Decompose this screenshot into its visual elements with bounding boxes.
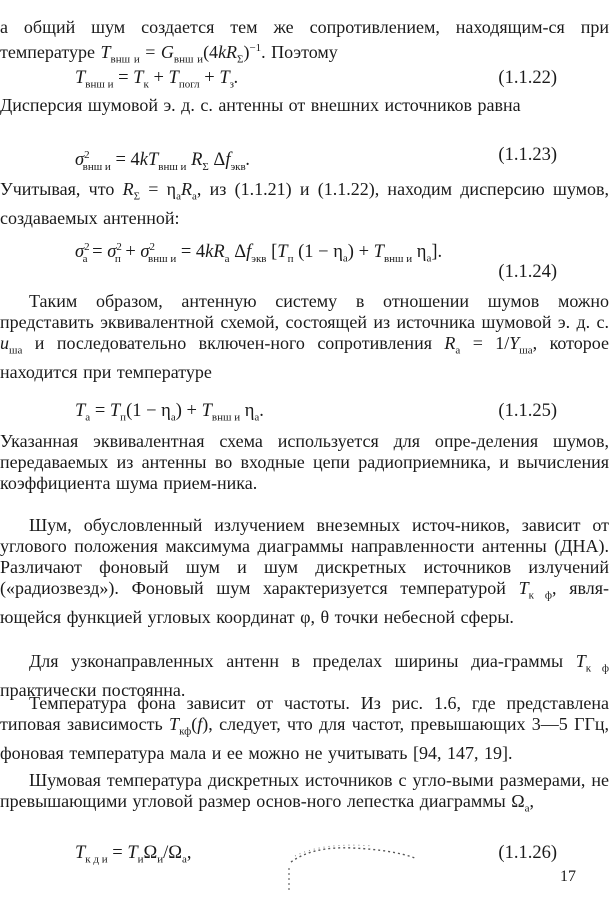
paragraph-5-text: Шум, обусловленный излучением внеземных источ-ников, зависит от углового положения максимума диаграммы направленности антенны (ДНА). Различают фоновый шум и шум дискретных источников излучений («радиозвезд»). Фоновый шум характеризуется температурой: [0, 515, 609, 598]
paragraph-considering-end: , из (1.1.21) и (1.1.22), находим дисперсию шумов, создаваемых антенной:: [0, 179, 609, 228]
equation-1-1-25-formula: $T_а = T_п(1 - \eta_а) + T_{внш и}$ $\eta_а$.: [75, 401, 264, 424]
paragraph-3-mid: и последовательно включен-ного сопротивления: [34, 333, 432, 353]
equation-1-1-23-formula: $\sigma^2_{внш и} = 4kT_{внш и}$ $R_\Sigma$ $\Delta f_{экв}$.: [75, 149, 251, 173]
page-number: 17: [560, 868, 576, 885]
equation-number: (1.1.25): [498, 401, 557, 421]
equation-number: (1.1.24): [498, 262, 557, 282]
equation-1-1-22-formula: $T_{внш и} = T_к + T_{погл} + T_з$.: [75, 68, 239, 91]
paragraph-3-end: , которое находится при температуре: [0, 333, 609, 382]
equation-1-1-24: [0, 236, 609, 284]
paragraph-considering: Учитывая, что $R_\Sigma = \eta_аR_а$, из (1.1.21) и (1.1.22), находим дисперсию шумов, создаваемых антенной:: [0, 179, 609, 228]
equation-1-1-26-formula: $T_{к д и} = T_и\Omega_и/\Omega_а$,: [75, 843, 192, 866]
paragraph-3: Таким образом, антенную систему в отношении шумов можно представить эквивалентной схемой, состоящей из источника шумовой э. д. с. $u_{ша}$ и последовательно включен-ного сопротивления $R_а = 1/Y_{ша}$, которое находится при температуре: [0, 291, 609, 382]
paragraph-2-text: Дисперсия шумовой э. д. с. антенны от внешних источников равна: [0, 95, 521, 115]
paragraph-7-text: Температура фона зависит от частоты. Из рис. 1.6, где представлена типовая зависимость: [0, 693, 609, 734]
paragraph-7-mid: , следует, что для частот, превышающих 3—5 ГГц, фоновая температура мала и ее можно не учитывать [94, 147, 19].: [0, 714, 609, 763]
equation-number: (1.1.26): [498, 843, 557, 863]
paragraph-8-text: Шумовая температура дискретных источников с угло-выми размерами, не превышающими угловой размер основ-ного лепестка диаграммы: [0, 770, 609, 811]
equation-1-1-24-formula: $\sigma^2_а = \sigma^2_п + \sigma^2_{внш и} = 4kR_а$ $\Delta f_{экв}$ [$T_п$ $(1 - \eta_а) + T_{внш и}$ $\eta_а$].: [75, 241, 443, 265]
equation-number: (1.1.23): [498, 145, 557, 165]
paragraph-2: [0, 95, 609, 116]
paragraph-6: Для узконаправленных антенн в пределах ширины диа-граммы $T_{к ф}$ практически постоянна.: [0, 651, 609, 700]
paragraph-7: Температура фона зависит от частоты. Из рис. 1.6, где представлена типовая зависимость $T_{кф}(f)$, следует, что для частот, превышающих 3—5 ГГц, фоновая температура мала и ее можно не учитывать [94, 147, 19].: [0, 693, 609, 763]
paragraph-1-text: а общий шум создается тем же сопротивлением, находящим-ся при температуре: [0, 17, 609, 62]
paragraph-considering-start: Учитывая, что: [0, 179, 115, 199]
paragraph-1: а общий шум создается тем же сопротивлением, находящим-ся при температуре $T_{внш и} = G_{внш и}(4kR_\Sigma)^{-1}$. Поэтому: [0, 17, 609, 66]
paragraph-8: Шумовая температура дискретных источников с угло-выми размерами, не превышающими угловой размер основ-ного лепестка диаграммы $\Omega_а$,: [0, 770, 609, 815]
paragraph-3-text: Таким образом, антенную систему в отношении шумов можно представить эквивалентной схемой, состоящей из источника шумовой э. д. с.: [0, 291, 609, 332]
equation-number: (1.1.22): [498, 68, 557, 88]
paragraph-6-end: практически постоянна.: [0, 679, 186, 700]
paragraph-8-end: ,: [529, 791, 535, 811]
paragraph-6-text: Для узконаправленных антенн в пределах ширины диа-граммы: [29, 651, 564, 671]
scan-smudge: [283, 838, 423, 896]
paragraph-4: [0, 431, 609, 494]
paragraph-5: Шум, обусловленный излучением внеземных источ-ников, зависит от углового положения максимума диаграммы направленности антенны (ДНА). Различают фоновый шум и шум дискретных источников излучений («радиозвезд»). Фоновый шум характеризуется температурой $T_{к ф}$, явля-ющейся функцией угловых координат φ, θ точки небесной сферы.: [0, 515, 609, 627]
paragraph-4-text: Указанная эквивалентная схема используется для опре-деления шумов, передаваемых из антенны во входные цепи радиоприемника, и вычисления коэффициента шума прием-ника.: [0, 431, 609, 493]
paragraph-1-end: . Поэтому: [261, 42, 338, 62]
paragraph-5-end: , явля-ющейся функцией угловых координат φ, θ точки небесной сферы.: [0, 578, 609, 627]
